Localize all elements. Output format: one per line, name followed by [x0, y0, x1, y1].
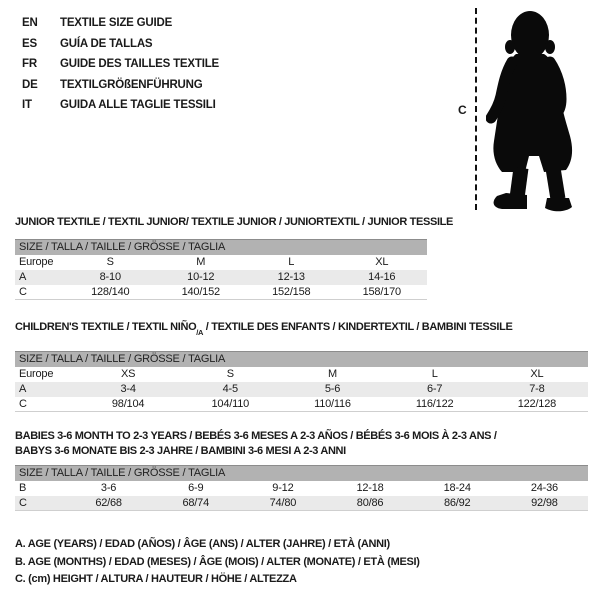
- table-cell: 3-6: [100, 482, 117, 494]
- table-cell: 3-4: [77, 382, 179, 397]
- footnote-a: A. AGE (YEARS) / EDAD (AÑOS) / ÂGE (ANS) / ALTER (JAHRE) / ETÀ (ANNI): [15, 538, 390, 550]
- footnotes: [15, 536, 420, 589]
- table-cell: 152/158: [272, 285, 311, 298]
- table-cell: M: [196, 256, 206, 268]
- table-cell: 122/128: [517, 397, 557, 410]
- table-cell: 12-18: [356, 482, 384, 494]
- junior-size-table: [15, 239, 427, 300]
- table-row: [15, 270, 427, 285]
- table-cell: 116/122: [415, 397, 454, 410]
- lang-code: IT: [22, 99, 32, 111]
- size-header-bar: SIZE / TALLA / TAILLE / GRÖSSE / TAGLIA: [15, 352, 588, 367]
- table-cell: 68/74: [152, 496, 239, 511]
- table-cell: 74/80: [239, 496, 326, 511]
- height-dashed-line: [475, 8, 477, 210]
- lang-row-es: [22, 34, 219, 55]
- lang-code: EN: [22, 17, 38, 29]
- table-cell: XL: [530, 368, 544, 381]
- table-row: [15, 255, 427, 270]
- size-figure: [450, 0, 600, 216]
- footnote-b: B. AGE (MONTHS) / EDAD (MESES) / ÂGE (MOIS) / ALTER (MONATE) / ETÀ (MESI): [15, 555, 420, 568]
- lang-row-it: [22, 95, 219, 116]
- table-cell: 86/92: [414, 496, 501, 511]
- table-cell: 6-7: [384, 382, 486, 397]
- childrens-size-table: [15, 351, 588, 412]
- table-cell: 62/68: [65, 496, 152, 511]
- table-cell: 104/110: [211, 397, 250, 410]
- table-row: [15, 496, 588, 511]
- table-cell: 92/98: [501, 496, 588, 511]
- table-cell: 6-9: [188, 482, 204, 494]
- table-cell: 10-12: [156, 270, 247, 285]
- lang-code: ES: [22, 37, 37, 50]
- row-label: C: [19, 397, 27, 410]
- table-cell: M: [327, 368, 337, 381]
- subscript: /A: [196, 328, 204, 338]
- section-babies-textile: [15, 429, 588, 511]
- lang-label: GUIDE DES TAILLES TEXTILE: [60, 58, 219, 70]
- lang-label: GUÍA DE TALLAS: [60, 37, 153, 50]
- lang-label: TEXTILGRÖßENFÜHRUNG: [60, 78, 203, 91]
- babies-size-table: [15, 465, 588, 511]
- table-cell: S: [226, 368, 234, 381]
- lang-label: GUIDA ALLE TAGLIE TESSILI: [60, 99, 216, 111]
- table-cell: XS: [120, 368, 136, 381]
- table-cell: 12-13: [246, 270, 337, 285]
- table-cell: XL: [375, 256, 389, 268]
- table-cell: L: [288, 256, 295, 268]
- height-measure-label: C: [458, 103, 467, 117]
- table-row: [15, 397, 588, 412]
- row-label: Europe: [19, 368, 54, 381]
- row-label: A: [15, 270, 65, 285]
- table-cell: 14-16: [337, 270, 428, 285]
- table-cell: L: [431, 368, 438, 381]
- row-label: C: [19, 285, 27, 298]
- table-cell: 9-12: [272, 482, 294, 494]
- section-junior-textile: [15, 215, 454, 300]
- table-cell: 158/170: [362, 285, 401, 298]
- table-cell: 128/140: [91, 285, 130, 298]
- table-cell: 80/86: [326, 496, 413, 511]
- table-row: [15, 285, 427, 300]
- footnote-c: C. (cm) HEIGHT / ALTURA / HAUTEUR / HÖHE / ALTEZZA: [15, 573, 297, 585]
- row-label: B: [19, 482, 27, 494]
- row-label: C: [15, 496, 65, 511]
- toddler-silhouette-icon: [486, 4, 590, 214]
- table-cell: 4-5: [179, 382, 281, 397]
- row-label: Europe: [19, 256, 54, 268]
- table-cell: 18-24: [443, 482, 471, 494]
- table-cell: 8-10: [65, 270, 156, 285]
- table-row: [15, 481, 588, 496]
- lang-row-en: [22, 13, 219, 34]
- row-label: A: [15, 382, 77, 397]
- section-title: BABIES 3-6 MONTH TO 2-3 YEARS / BEBÉS 3-6 MESES A 2-3 AÑOS / BÉBÉS 3-6 MOIS À 2-3 ANS / BABYS 3-6 MONATE BIS 2-3 JAHRE / BAMBINI 3-6 MESI A 2-3 ANNI: [15, 430, 497, 457]
- lang-code: FR: [22, 58, 37, 70]
- lang-row-de: [22, 75, 219, 96]
- table-cell: 98/104: [111, 397, 145, 410]
- size-header-bar: SIZE / TALLA / TAILLE / GRÖSSE / TAGLIA: [15, 240, 427, 255]
- table-cell: 5-6: [281, 382, 383, 397]
- table-cell: 110/116: [314, 397, 351, 410]
- table-cell: S: [106, 256, 114, 268]
- lang-row-fr: [22, 54, 219, 75]
- table-cell: 24-36: [530, 482, 558, 494]
- section-title: JUNIOR TEXTILE / TEXTIL JUNIOR/ TEXTILE JUNIOR / JUNIORTEXTIL / JUNIOR TESSILE: [15, 216, 454, 228]
- table-cell: 140/152: [181, 285, 220, 298]
- table-cell: 7-8: [486, 382, 588, 397]
- table-row: [15, 367, 588, 382]
- lang-code: DE: [22, 78, 38, 91]
- table-row: [15, 382, 588, 397]
- language-guide-list: [22, 13, 219, 116]
- section-childrens-textile: [15, 320, 588, 412]
- size-header-bar: SIZE / TALLA / TAILLE / GRÖSSE / TAGLIA: [15, 466, 588, 481]
- section-title: CHILDREN'S TEXTILE / TEXTIL $NIÑO_{/A}$ / TEXTILE DES ENFANTS / KINDERTEXTIL / BAMBINI TESSILE: [15, 321, 513, 338]
- lang-label: TEXTILE SIZE GUIDE: [60, 17, 173, 29]
